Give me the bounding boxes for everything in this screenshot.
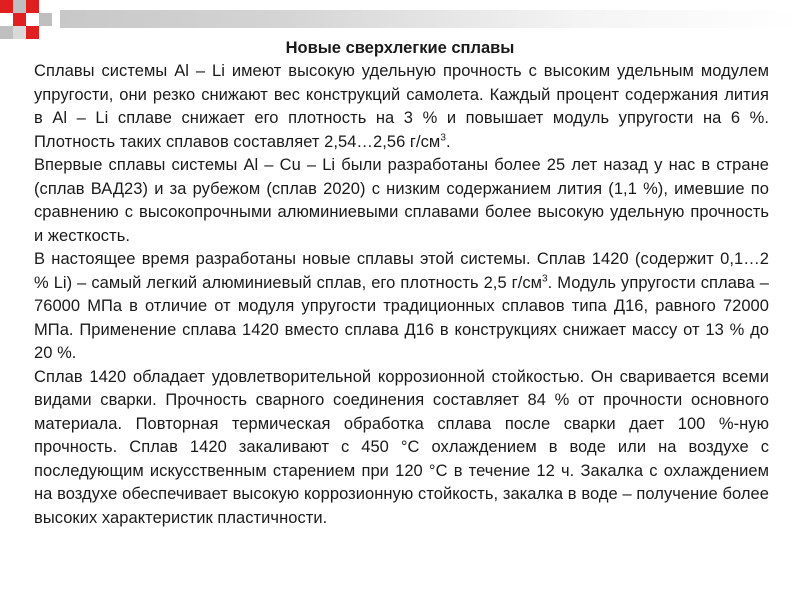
paragraph-3-sup: 3: [542, 273, 548, 284]
paragraph-2-text: Впервые сплавы системы Al – Cu – Li были разработаны более 25 лет назад у нас в стране (сплав ВАД23) и за рубежом (сплав 2020) с низким содержанием лития (1,1 %), имевшие по сравнению с высокопрочными алюминиевыми сплавами более высокую удельную прочность и жесткость.: [34, 156, 769, 245]
slide-title: Новые сверхлегкие сплавы: [285, 39, 515, 57]
paragraph-4: [34, 366, 769, 531]
header-gradient-bar: [60, 10, 800, 28]
paragraph-3-tail: . Модуль упругости сплава – 76000 МПа в отличие от модуля упругости традиционных сплавов типа Д16, равного 72000 МПа. Применение сплава 1420 вместо сплава Д16 в конструкциях снижает массу от 13 % до 20 %.: [34, 273, 769, 362]
paragraph-2: [34, 154, 769, 248]
paragraph-1: [34, 60, 769, 154]
paragraph-4-text: Сплав 1420 обладает удовлетворительной коррозионной стойкостью. Он сваривается всеми видами сварки. Прочность сварного соединения составляет 84 % от прочности основного материала. Повторная термическая обработка сплава после сварки дает 100 %-ную прочность. Сплав 1420 закаливают с 450 °С охлаждением в воде или на воздухе с последующим искусственным старением при 120 °С в течение 12 ч. Закалка с охлаждением на воздухе обеспечивает высокую коррозионную стойкость, закалка в воде – получение более высоких характеристик пластичности.: [34, 367, 769, 527]
slide-body: [34, 60, 769, 530]
paragraph-3: [34, 248, 769, 366]
paragraph-3-text: В настоящее время разработаны новые сплавы этой системы. Сплав 1420 (содержит 0,1…2 % Li) – самый легкий алюминиевый сплав, его плотность 2,5 г/см: [34, 250, 769, 292]
paragraph-1-tail: .: [445, 132, 451, 151]
paragraph-1-sup: 3: [440, 132, 446, 143]
paragraph-1-text: Сплавы системы Al – Li имеют высокую удельную прочность с высоким удельным модулем упругости, они резко снижают вес конструкций самолета. Каждый процент содержания лития в Al – Li сплаве снижает его плотность на 3 % и повышает модуль упругости на 6 %. Плотность таких сплавов составляет 2,54…2,56 г/см: [34, 62, 769, 151]
